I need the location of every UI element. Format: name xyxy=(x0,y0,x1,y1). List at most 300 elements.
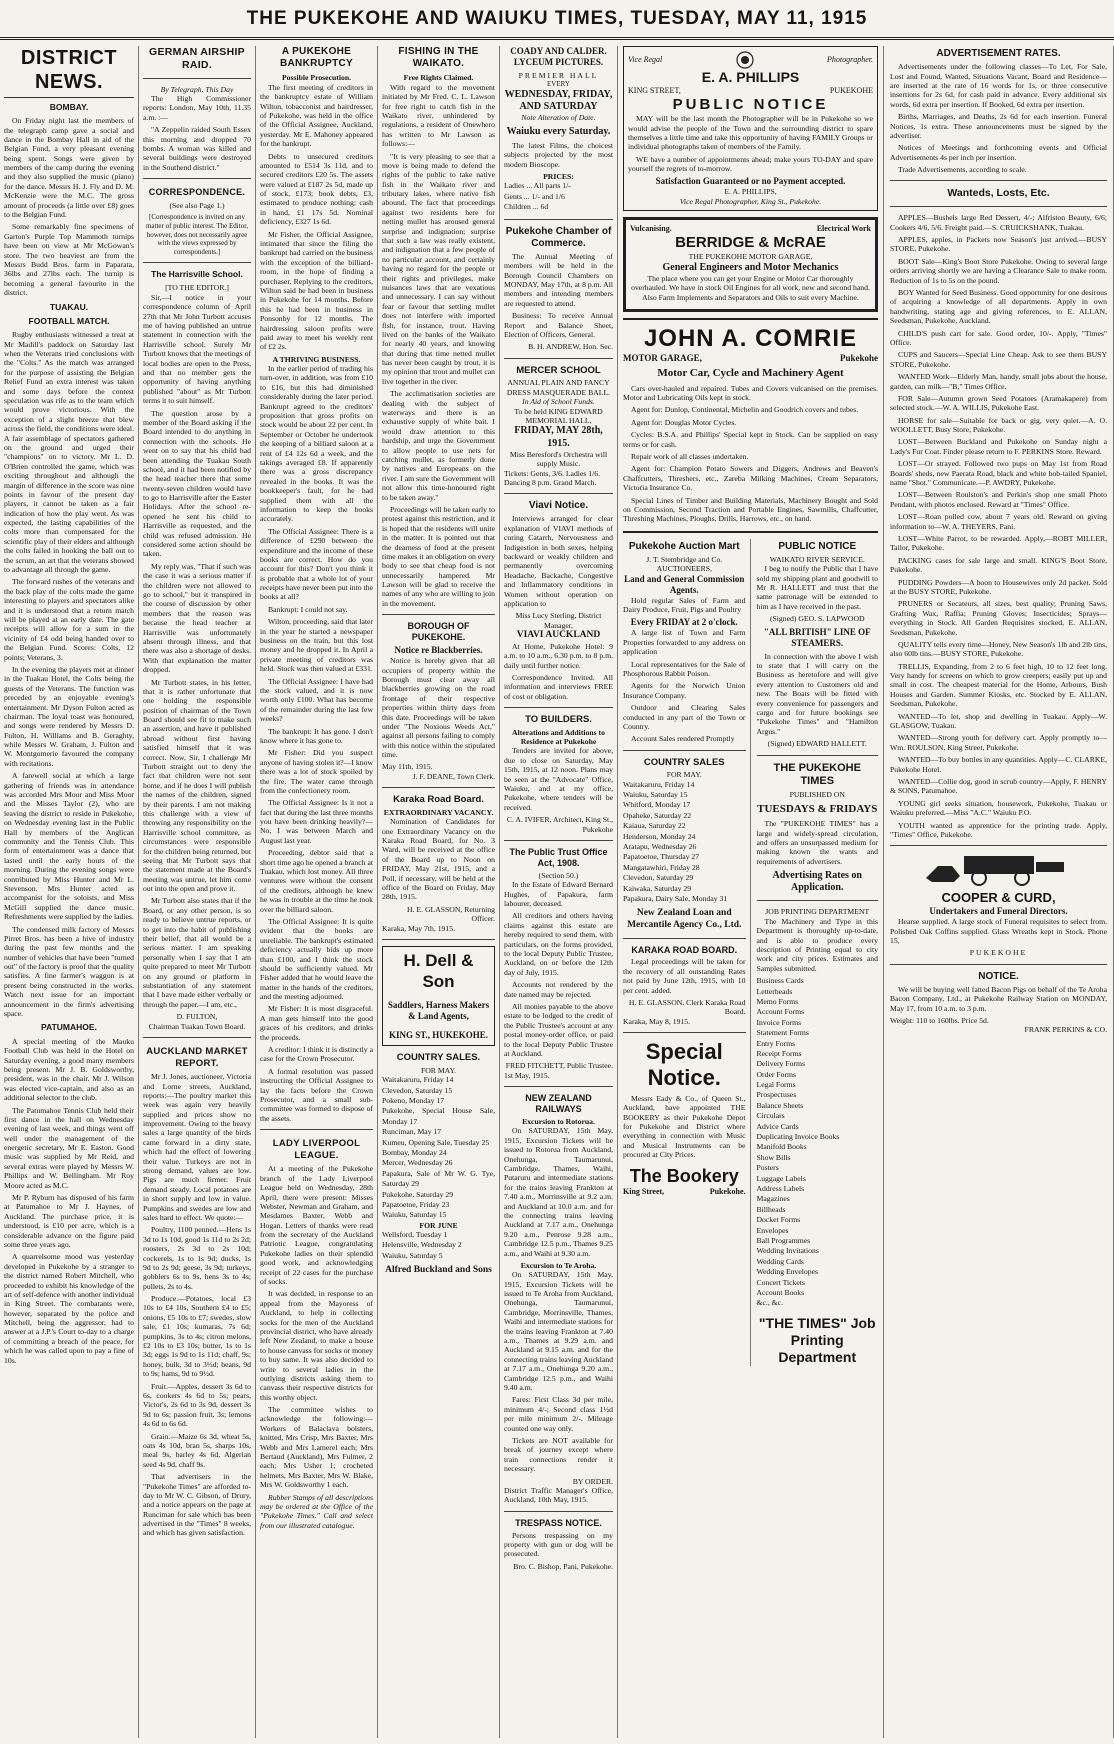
bankruptcy-text-5: The Official Assignee: There is a difference of £290 between the expenditure and the income of these books are correct. How do you account for this? Don't you think it is probable that a whole lot of your receipts have never been put into the books at all? xyxy=(260,526,373,602)
list-item: Wedding Invitations xyxy=(756,1246,819,1256)
comrie-name: JOHN A. COMRIE xyxy=(643,325,858,353)
bankruptcy-text-15: A creditor: I think it is distinctly a case for the Crown Prosecutor. xyxy=(260,1045,373,1064)
phillips-vice: Vice Regal xyxy=(628,55,663,65)
auction-every: Every FRIDAY at 2 o'clock. xyxy=(630,617,738,628)
trespass-heading: TRESPASS NOTICE. xyxy=(515,1517,602,1528)
list-item: Henderson, Monday 24 xyxy=(623,831,696,841)
dell-advert xyxy=(382,946,495,1046)
phillips-name: E. A. PHILLIPS xyxy=(701,69,800,85)
karaka-rates-text: Legal proceedings will be taken for the recovery of all outstanding Rates not paid by June 12th, 1915, with 10 per cent. added. xyxy=(623,957,746,995)
classified-ad: APPLES, apples, in Packets now Season's just arrived.—BUSY STORE, Pukekohe. xyxy=(890,235,1107,254)
bombay-text: On Friday night last the members of the telegraph camp gave a social and dance in the Bombay Hall in aid of the Belgian Fund, a very pleasant evening being spent. Songs were given by members of the camp during the evening and they also supplied the music (piano) for the dance. Messrs H. J. Fly and D. M. McKenzie were the M.C. The gross amount of proceeds (a little over £8) goes to the Belgian Fund. xyxy=(4,116,134,220)
trust-text-3: Accounts not rendered by the date named may be rejected. xyxy=(504,980,613,999)
market-fruit: Fruit.—Apples, dessert 3s 6d to 6s, cookers 4s 6d to 5s; pears, Victor's, 2s 6d to 3s 9d, dessert 3s 9d to 6s; passion fruit, 3s; lemons 4s 6d to 6s 6d. xyxy=(143,1381,251,1429)
phillips-sign: E. A. PHILLIPS, xyxy=(724,187,777,197)
list-item: Whitford, Monday 17 xyxy=(623,800,691,810)
list-item: Waitakaruru, Friday 14 xyxy=(382,1075,454,1085)
country-sales-for: FOR MAY. xyxy=(420,1065,457,1075)
auction-sales-list xyxy=(623,780,746,905)
auction-text-3: Local representatives for the Sale of Phosphorous Rabbit Poison. xyxy=(623,659,746,678)
chamber-heading: Pukekohe Chamber of Commerce. xyxy=(505,225,612,249)
classified-ad: YOUTH wanted as apprentice for the printing trade. Apply, "Times" Office, Pukekohe. xyxy=(890,820,1107,839)
list-item: Children ... 6d xyxy=(504,202,549,212)
auction-text-1: Hold regular Sales of Farm and Dairy Produce, Fruit, Pigs and Poultry xyxy=(623,595,746,615)
auction-heading: Pukekohe Auction Mart xyxy=(628,540,740,552)
auction-text-4: Agents for the Norwich Union Insurance Company. xyxy=(623,681,746,700)
list-item: Waiuku, Saturday 5 xyxy=(382,1250,443,1260)
list-item: Balance Sheets xyxy=(756,1100,804,1110)
airship-byline: By Telegraph, This Day xyxy=(160,84,234,94)
football-text: Rugby enthusiasts witnessed a treat at Mr Madill's paddock on Saturday last when the Veterans tried conclusions with the "Colts." As the match was arranged for the purpose of assisting the Belgian Relief Fund an extra interest was taken and some days before the contest speculation was rife as to the team which would prove victorious. With the exception of a slight breeze that blew across the field, the conditions were ideal. A fair assemblage of spectators gathered on the ground and urged their "champions" on to victory. Mr L. D. O'Brien controlled the game, which was exciting throughout and although the margin of difference in the score was nine points in favour of the present day players, it cannot be taken as a fair indication of how the play went. As was expected, the lasting capabilities of the colts more than compensated for the scientific play of their elders and although the colts failed in hooking the ball out to the scrum, an art that the veterans showed to advantage all through the game. xyxy=(4,330,134,575)
phillips-top xyxy=(628,51,873,69)
country-sales-june-list xyxy=(382,1230,495,1261)
fishing-sub: Free Rights Claimed. xyxy=(403,73,474,83)
coady-heading: COADY AND CALDER. LYCEUM PICTURES. xyxy=(510,46,607,67)
classified-ad: LOST—Or strayed. Followed two pups on May 1st from Road Boards' sheds, new Paerata Road, black and white bob-tailed Spaniel, name "Shot." Communicate.—P. AWDRY, Pukekohe. xyxy=(890,459,1107,488)
evening-text: In the evening the players met at dinner in the Tuakau Hotel, the Colts being the guests of the Veterans. The function was preceded by an enjoyable evening's entertainment. Mr Dyson Fulton acted as chairman. The loyal toast was honoured, and songs were rendered by Messrs D. Fulton, H. Williams and B. Geraghty, while Messrs W. Graham, J. Fulton and W. Montgomerie favoured the company with recitations. xyxy=(4,664,134,768)
alfred-buckland: Alfred Buckland and Sons xyxy=(385,1265,492,1276)
aroha-office: District Traffic Manager's Office, Auckland, 10th May, 1915. xyxy=(504,1485,613,1505)
berridge-advert xyxy=(623,217,878,312)
times-rates: Advertising Rates on Application. xyxy=(772,870,862,894)
builders-sign: C. A. IVIFER, Architect, King St., Pukekohe xyxy=(506,815,613,834)
farewell-text: A farewell social at which a large gathering of friends was in attendance was accorded Mrs Moor and Miss Moor and the Misses Taylor (2), who are leaving the district to reside in Pukekohe, on Wednesday evening last in the Public Hall by members of the Anglican community and the Tennis Club. This form of entertainment was a dance that lasted until the early hours of the morning. During the evening songs were contributed by Miss Hunter and Mr L. Stevenson. Mrs Hunter acted as accompanist for the soloists, and Miss McGill supplied the dance music. Refreshments were supplied by the ladies. xyxy=(4,771,134,922)
mercer-aid: In Aid of School Funds. xyxy=(522,397,595,407)
mercer-heading: MERCER SCHOOL xyxy=(516,364,601,376)
phillips-text-2: WE have a number of appointments ahead; make yours TO-DAY and spare yourself the regrets of to-morrow. xyxy=(628,154,873,174)
lady-liverpool-heading: LADY LIVERPOOL LEAGUE. xyxy=(272,1138,361,1161)
trust-date: 1st May, 1915. xyxy=(504,1070,550,1080)
phillips-notice: PUBLIC NOTICE xyxy=(672,95,829,113)
public-notice-sub: WAIKATO RIVER SERVICE. xyxy=(769,554,865,564)
auction-text-6: Account Sales rendered Promptly xyxy=(631,734,735,744)
nzl-heading: New Zealand Loan and Mercantile Agency Co., Ltd. xyxy=(627,908,742,930)
aroha-text: On SATURDAY, 15th May, 1915, Excursion Tickets will be issued to Te Aroha from Auckland, Onehunga, Taumarunui, Cambridge, Morrinsville, Thames, Waihi and intermediate stations for the trains leaving Frankton at 7.40 a.m., Thames at 9.29 a.m. and Auckland at 9.15 a.m. and for the connecting trains leaving Auckland at 7.17 a.m., Onehunga 9.20 a.m., Cambridge 12.5 p.m., and Waihi 9.40 a.m. xyxy=(504,1270,613,1392)
bacon-notice-weight: Weight: 110 to 160lbs. Price 5d. xyxy=(890,1016,989,1026)
airship-heading: GERMAN AIRSHIP RAID. xyxy=(149,46,245,71)
classified-ad: WANTED Work—Elderly Man, handy, small jobs about the house, garden, can milk—"B," Times Office. xyxy=(890,372,1107,391)
auction-text-2: A large list of Town and Farm Properties forwarded to any address on application xyxy=(623,628,746,657)
classified-list xyxy=(890,213,1107,839)
bankruptcy-text-1: The first meeting of creditors in the bankruptcy estate of William Wilton, tobacconist and hairdresser, of Pukekohe, was held in the office of the Official Assignee, Auckland, yesterday. Mr E. Mahoney appeared for the bankrupt. xyxy=(260,82,373,149)
bacon-notice-sign: FRANK PERKINS & CO. xyxy=(1024,1025,1107,1035)
public-notice-text-2: In connection with the above I wish to state that I will carry on the Business as heretofore and will give every attention to Customers old and new. The Boats will be fitted with every convenience for passengers and cargo and for future bookings see "Pukekohe Times" and "Hamilton Argus." xyxy=(756,651,878,736)
fishing-heading: FISHING IN THE WAIKATO. xyxy=(398,46,479,70)
berridge-electrical: Electrical Work xyxy=(816,224,871,234)
rates-heading: ADVERTISEMENT RATES. xyxy=(936,48,1061,59)
classified-ad: LOST—White Parrot, to be rewarded. Apply,—ROBT MILLER, Tailor, Pukekohe. xyxy=(890,534,1107,553)
karaka-vacancy-text: Nomination of Candidates for one Extraordinary Vacancy on the Karaka Road Board, for No. 3 Ward, will be received at the office of the Board up to Noon on FRIDAY, May 21st, 1915, and a Poll, if necessary, will be held at the office of the Board on Friday, May 28th, 1915. xyxy=(382,817,495,902)
berridge-vulcanising: Vulcanising. xyxy=(630,224,672,234)
list-item: Address Labels xyxy=(756,1183,805,1193)
coady-every: EVERY xyxy=(547,80,570,89)
list-item: Clevedon, Saturday 29 xyxy=(623,873,694,883)
trust-sub: (Section 50.) xyxy=(538,870,579,880)
bookery-row xyxy=(623,1187,746,1197)
builders-text: Tenders are invited for above, due to close on Saturday, May 15th, 1915, at 12 noon. Plans may be seen at the "Advocate" Office, Waiuku, and at my office, Pukekohe, where tenders will be received. xyxy=(504,746,613,812)
lower-split xyxy=(623,539,878,1366)
patumahoe-heading: PATUMAHOE. xyxy=(41,1022,97,1033)
bankruptcy-text-11: The Official Assignee: Is it not a fact that during the last three months you have been drinking heavily?—No, I was between March and August last year. xyxy=(260,798,373,845)
patumahoe-text-3: Mr P. Ryburn has disposed of his farm at Patumahoe to Mr J. Haynes, of Auckland. The purchase price, it is understood, is £10 per acre, which is a considerable advance on the figure paid some three years ago. xyxy=(4,1193,134,1249)
list-item: Papakura, Dairy Sale, Monday 31 xyxy=(623,893,728,903)
classified-ad: TRELLIS, Expanding, from 2 to 6 feet high, 10 to 12 feet long. Very handy for screens on which to grow creepers; easily put up and small in cost. The cheapest material for the Home, Arbours, Bush Houses and Garden. Summer Kiosks, etc. Stocked by E. ALLAN, Seedsman, Pukekohe. xyxy=(890,661,1107,709)
karaka-rates-date: Karaka, May 8, 1915. xyxy=(623,1016,691,1026)
coady-days: WEDNESDAY, FRIDAY, AND SATURDAY xyxy=(504,88,613,113)
list-item: Show Bills xyxy=(756,1152,791,1162)
times-days: TUESDAYS & FRIDAYS xyxy=(757,802,878,815)
list-item: &c., &c. xyxy=(756,1298,783,1308)
trust-text: In the Estate of Edward Bernard Hughes, of Papakura, farm labourer, deceased. xyxy=(504,880,613,909)
special-notice-heading: Special Notice. xyxy=(645,1039,723,1090)
bankruptcy-sub: Possible Prosecution. xyxy=(281,73,352,83)
phillips-street: KING STREET, xyxy=(628,86,681,96)
hearse-carriage-icon xyxy=(924,852,1074,886)
classified-ad: LOST—Roan polled cow, about 7 years old. Reward on giving information to—W. A. THEYERS, Pani. xyxy=(890,512,1107,531)
list-item: Kaiaua, Saturday 22 xyxy=(623,821,686,831)
phillips-photographer: Photographer. xyxy=(827,55,873,65)
berridge-sub: General Engineers and Motor Mechanics xyxy=(662,261,839,273)
comrie-row xyxy=(623,353,878,364)
bankruptcy-text-4: In the earlier period of trading his turn-over, in addition, was from £10 to £16, but this had diminished considerably during the later period. Bankrupt agreed to the creditors' proposition that gross profits on stock would be about 22 per cent. In September or October he undertook the keeping of a billiard saloon at a rent of £4 12s 6d a week, and the takings averaged £8. If apparently there was a gross discrepancy revealed in the books. It was the bookkeeper's fault, for he had supplied them with all the information to keep the books accurately. xyxy=(260,364,373,524)
comrie-sub: Motor Car, Cycle and Machinery Agent xyxy=(657,367,844,380)
list-item: Letterheads xyxy=(756,986,793,996)
letter-signature-title: Chairman Tuakau Town Board. xyxy=(148,1021,246,1031)
list-item: Order Forms xyxy=(756,1069,796,1079)
phillips-footer: Vice Regal Photographer, King St., Pukekohe. xyxy=(679,196,822,206)
list-item: Docket Forms xyxy=(756,1215,801,1225)
letter-para-2: The question arose by a member of the Board asking if the Board intended to do anything in connection with the schools. He went on to say that his child had been attending the Tuakau South school, and it had been notified by the head teacher there that some twenty-seven children would have to go to Harrisville after the Easter Holidays. After the school re-opened he sent his child to Harrisville as requested, and the child was refused admission. He considered some action should be taken. xyxy=(143,408,251,559)
list-item: Duplicating Invoice Books xyxy=(756,1132,840,1142)
classified-ad: APPLES—Bushels large Red Dessert, 4/-; Alfriston Beauty, 6/6; Cookers 4/6, 5/6. Freight paid.—S. CRUICKSHANK, Tuakau. xyxy=(890,213,1107,232)
classified-ad: CHILD'S push cart for sale. Good order, 10/-. Apply, "Times" Office. xyxy=(890,328,1107,347)
country-sales-june: FOR JUNE xyxy=(419,1220,458,1230)
bankruptcy-text-13: The Official Assignee: It is quite evident that the books are unreliable. The bankrupt's estimated deficiency actually bids up more than £100, and I think the stock should be sufficiently valued. Mr Fisher added that he would leave the matter in the hands of the creditors, and the meeting adjourned. xyxy=(260,916,373,1002)
berridge-garage: THE PUKEKOHE MOTOR GARAGE, xyxy=(688,252,813,262)
bankruptcy-text-16: A formal resolution was passed instructing the Official Assignee to lay the facts before the Crown Prosecutor, and a small sub-committee was formed to dispose of the assets. xyxy=(260,1066,373,1123)
comrie-garage: MOTOR GARAGE, xyxy=(623,353,702,364)
borough-text: Notice is hereby given that all occupiers of property within the Borough must clear away all blackberries growing on the road frontage of their respective properties within thirty days from this date. Proceedings will be taken under "The Noxious Weeds Act," against all persons failing to comply with this notice within the stipulated time. xyxy=(382,656,495,760)
trust-sign: FRED FITCHETT, Public Trustee. xyxy=(505,1061,613,1071)
list-item: Entry Forms xyxy=(756,1038,796,1048)
coady-prices-list xyxy=(504,181,613,212)
advertisers-note: That advertisers in the "Pukekohe Times" are afforded to-day to Mr W. C. Gibson, of Drury, and a notice appears on the page at Runciman for sale which has been advertised in the "Times" 8 weeks, and which has given satisfaction. xyxy=(143,1472,251,1538)
lady-liverpool-text: At a meeting of the Pukekohe branch of the Lady Liverpool League held on Wednesday, 28th April, there were present: Misses Webster, Newman and Graham, and Mesdames Baxter, Webb and Hogan. Letters of thanks were read from the secretary of the Auckland Patriotic League, congratulating Pukekohe ladies on their splendid good work, and acknowledging receipt of 22 cases for the purchase of socks. xyxy=(260,1164,373,1287)
factory-text: The condensed milk factory of Messrs Pirret Bros. has been a hive of industry during the past few months and the number of vehicles that have been "turned out" of the factory is proof that the quality satisfies. A fine farmer's waggon is at present being constructed in the works. Watch next issue for an important announcement in the firm's advertising space. xyxy=(4,924,134,1019)
list-item: Mangatawhiri, Friday 28 xyxy=(623,862,700,872)
times-text: The "PUKEKOHE TIMES" has a large and widely-spread circulation, and offers an unsurpassed medium for making known the wants and requirements of advertisers. xyxy=(756,819,878,866)
special-notice-text: Messrs Eady & Co., of Queen St., Auckland, have appointed THE BOOKERY as their Pukekohe Depot for Pukekohe and District where everything in connection with Music and Musical Instruments can be procured at City Prices. xyxy=(623,1093,746,1160)
borough-sub: Notice re Blackberries. xyxy=(394,645,483,656)
mercer-date: FRIDAY, MAY 28th, 1915. xyxy=(514,425,603,449)
list-item: Bombay, Monday 24 xyxy=(382,1147,447,1157)
coady-desc: The latest Films, the choicest subjects projected by the most modern Bioscope. xyxy=(504,140,613,169)
list-item: Kumeu, Opening Sale, Tuesday 25 xyxy=(382,1137,490,1147)
list-item: Concert Tickets xyxy=(756,1277,805,1287)
auction-sales-for: FOR MAY. xyxy=(666,770,702,780)
list-item: Papakura, Sale of Mr W. G. Tye, Saturday 29 xyxy=(382,1168,495,1189)
coady-hall: PREMIER HALL xyxy=(518,70,599,80)
wanteds-heading: Wanteds, Losts, Etc. xyxy=(947,187,1050,200)
cooper-curd-name: COOPER & CURD, xyxy=(941,890,1056,906)
karaka-vacancy-sub: EXTRAORDINARY VACANCY. xyxy=(383,807,494,817)
football-heading: FOOTBALL MATCH. xyxy=(28,315,110,326)
trust-heading: The Public Trust Office Act, 1908. xyxy=(509,846,608,868)
letter-para-3: My reply was, "That if such was the case it was a serious matter if the children were not allowed to go to school," but it transpired in the course of discussion by other members that the reason was because the head teacher at Harrisville was unfortunately absent through illness, and that there was also a shortage of desks. With that explanation the matter dropped. xyxy=(143,561,251,675)
list-item: Kaiwaka, Saturday 29 xyxy=(623,883,692,893)
classified-ad: WANTED—Strong youth for delivery cart. Apply promptly to—Wm. ROULSON, King Street, Pukekohe. xyxy=(890,733,1107,752)
classified-ad: PACKING cases for sale large and small. KING'S Boot Store, Pukekohe. xyxy=(890,555,1107,575)
market-grain: Grain.—Maize 6s 3d, wheat 5s, oats 4s 10d, bran 5s, sharps 10s, meal 9s, barley 4s 6d, Algerian seed 4s 9d, chaff 9s. xyxy=(143,1431,251,1469)
list-item: Pokeno, Monday 17 xyxy=(382,1096,445,1106)
bankruptcy-text-7: Wilton, proceeding, said that later in the year he started a newspaper business on the train, but this lost money and he dropped it. In April a private meeting of creditors was held. Stock was then valued at £331. xyxy=(260,617,373,674)
times-sub: PUBLISHED ON xyxy=(789,790,845,800)
job-text: The Machinery and Type in this Department is thoroughly up-to-date, and is able to produce every description of Printing equal to city work and city prices. Estimates and Samples submitted. xyxy=(756,916,878,973)
bacon-notice-text: We will be buying well fatted Bacon Pigs on behalf of the Te Aroha Bacon Company, Ltd., at Pukekohe Railway Station on MONDAY, May 17, from 10 a.m. to 3 p.m. xyxy=(890,984,1107,1013)
classified-ad: CUPS and Saucers—Special Line Cheap. Ask to see them BUSY STORE, Pukekohe. xyxy=(890,350,1107,369)
job-heading: JOB PRINTING DEPARTMENT xyxy=(765,907,870,917)
letter-para-4: Mr Turbott states, in his letter, that it is rather unfortunate that one holding the responsible position of chairman of the Town Board should see fit to make such an assertion, and have it published abroad without first having satisfied himself that it was correct. Now, Sir, I challenge Mr Turbott straight out to deny the fact that children were not sent home, and if he does I will publish the names of the children, signed by their parents. I am not making this challenge with a view of throwing any responsibility on the Harrisville school committee, as circumstances were responsible for the children being returned, but seeing that Mr Turbott says that the statement made at the Board's meeting was untrue, let him come out into the open and prove it. xyxy=(143,677,251,894)
public-notice-text: I beg to notify the Public that I have sold my shipping plant and goodwill to Mr R. HALLETT and trust that the same patronage will be extended to him as I have received in the past. xyxy=(756,564,878,611)
viavi-heading: Viavi Notice. xyxy=(528,500,589,512)
public-notice-heading: PUBLIC NOTICE xyxy=(778,540,857,552)
borough-date: May 11th, 1915. xyxy=(382,762,433,772)
phillips-guarantee: Satisfaction Guaranteed or no Payment accepted. xyxy=(655,176,846,187)
bankruptcy-text-14: Mr Fisher: It is most disgraceful. A man gets himself into the good graces of his creditors, and drinks the proceeds. xyxy=(260,1004,373,1042)
correspondence-heading: CORRESPONDENCE. xyxy=(148,187,246,198)
rates-births: Births, Marriages, and Deaths, 2s 6d for each insertion. Funeral Notices, 1s extra. These announcements must be signed by the advertiser. xyxy=(890,112,1107,140)
railways-text: On SATURDAY, 15th May, 1915, Excursion Tickets will be issued to Rotorua from Auckland, Onehunga, Taumarunui, Cambridge, Thames, Waihi, Putaruru and intermediate stations for the trains leaving Frankton at 7.40 a.m., Morrinsville at 9.2 a.m. and Auckland at 10.0 a.m. and for the connecting trains leaving Auckland at 7.17 a.m., Onehunga 9.20 a.m., Penrose 9.28 a.m., Cambridge 12.5 p.m., Thames 9.25 a.m., and Waihi at 9.30 a.m. xyxy=(504,1126,613,1258)
trust-text-2: All creditors and others having claims against this estate are hereby required to send them, with particulars, on the forms provided, to the local Deputy Public Trustee, Auckland, on or before the 12th day of July, 1915. xyxy=(504,911,613,977)
list-item: Waiuku, Saturday 15 xyxy=(623,790,688,800)
camera-icon xyxy=(734,51,756,69)
berridge-text: The place where you can get your Engine or Motor Car thoroughly overhauled. We have in stock Oil Engines for all work, new and second hand. Also Farm Implements and Separators and Oils to suit every Machine. xyxy=(631,273,870,302)
viavi-company: VIAVI AUCKLAND xyxy=(516,630,601,641)
correspondence-note: [Correspondence is invited on any matter of public interest. The Editor, however, does not necessarily agree with the views expressed by correspondents.] xyxy=(145,213,249,256)
mercer-held: To be held KING EDWARD MEMORIAL HALL, xyxy=(514,406,603,425)
list-item: Circulars xyxy=(756,1111,785,1121)
viavi-name: Miss Lucy Sterling, District Manager, xyxy=(515,611,602,630)
chamber-business: Business: To receive Annual Report and Balance Sheet, Election of Officers, General. xyxy=(504,311,613,340)
classified-ad: PUDDING Powders—A boon to Housewives only 2d packet. Sold at the BUSY STORE, Pukekohe. xyxy=(890,577,1107,596)
list-item: Receipt Forms xyxy=(756,1048,802,1058)
column-classified xyxy=(884,46,1114,1738)
list-item: Account Books xyxy=(756,1287,805,1297)
rates-text: Advertisements under the following classes—To Let, For Sale, Lost and Found, Wanted, Situations Vacant, Board and Residence—are inserted at the rate of 16 words for 1s, or three consecutive insertions for 2s 6d, for cash paid in advance. Every additional six words, 6d extra per insertion. If Booked, 6d extra per insertion. xyxy=(890,62,1107,109)
classified-ad: YOUNG girl seeks situation, housework, Pukekohe, Tuakau or Waiuku preferred.—Miss "A.C." Waiuku P.O. xyxy=(890,798,1107,818)
classified-ad: BOOT Sale—King's Boot Store Pukekohe. Owing to several large orders arriving shortly we are having a Clearance Sale to make room. Reduction of 1s to 5s on the pound. xyxy=(890,256,1107,285)
coady-waiuku: Waiuku every Saturday. xyxy=(506,125,611,137)
bookery-town: Pukekohe. xyxy=(709,1187,746,1197)
list-item: Legal Forms xyxy=(756,1080,796,1090)
aroha-order: BY ORDER. xyxy=(572,1476,613,1486)
phillips-advert xyxy=(623,46,878,211)
list-item: Account Forms xyxy=(756,1007,805,1017)
list-item: Aratapu, Wednesday 26 xyxy=(623,842,697,851)
classified-ad: FOR Sale—Autumn grown Seed Potatoes (Aramakapere) from selected stock.—W. A. WILLIS, Pukekohe East. xyxy=(890,393,1107,413)
auction-text-5: Outdoor and Clearing Sales conducted in any part of the Town or Country. xyxy=(623,703,746,731)
times-heading: THE PUKEKOHE TIMES xyxy=(773,761,861,787)
market-text: Mr J. Jones, auctioneer, Victoria and Lorne streets, Auckland, reports:—The poultry market this week was again very heavily supplied and prices show no improvement. Owing to the heavy sales a large quantity of the birds came forward in a dirty state, which had the effect of lowering their value. Turkeys are not in strong demand, values are low. Pigs are much firmer. Fruit demand steady. Local potatoes are in short supply and low in value. Pumpkins and swedes are low and sales hard to effect. We quote:— xyxy=(143,1072,251,1222)
comrie-text-6: Agent for: Champion Potato Sowers and Diggers, Andrews and Beaven's Chaffcutters, Threshers, etc., Zareba Milking Machines, Cream Separators, Victoria Insurance Co. xyxy=(623,464,878,493)
list-item: Pukekohe, Saturday 29 xyxy=(382,1189,454,1199)
list-item: Memo Forms xyxy=(756,996,799,1006)
list-item: Magazines xyxy=(756,1194,790,1204)
classified-ad: HORSE for sale—Suitable for back or gig, very quiet.—A. O. WOOLLETT, Busy Store, Pukekohe. xyxy=(890,415,1107,435)
list-item: Business Cards xyxy=(756,976,804,986)
trespass-text: Persons trespassing on my property with gun or dog will be prosecuted. xyxy=(504,1530,613,1559)
airship-dateline: The High Commissioner reports: London, May 10th, 11.35 a.m. :— xyxy=(143,93,251,122)
football-text-2: The forward rushes of the veterans and the back play of the colts made the game interesting to players and spectators alike and it is understood that a return match will be played at an early date. The gate receipts will allow for a sum in the vicinity of £4 odd being handed over to the Belgian Fund. Scores: Colts, 12 points; Veterans, 3. xyxy=(4,577,134,662)
mercer-sub: ANNUAL PLAIN AND FANCY DRESS MASQUERADE BALL. xyxy=(506,378,611,397)
list-item: Statement Forms xyxy=(756,1028,809,1038)
correspondence-see: (See also Page 1.) xyxy=(169,201,225,211)
classified-ad: WANTED—Collie dog, good in scrub country—Apply, F. HENRY & SONS, Patumahoe. xyxy=(890,776,1107,796)
list-item: Waitakaruru, Friday 14 xyxy=(623,779,695,789)
auction-sub: Land and General Commission Agents. xyxy=(624,573,745,595)
list-item: Waiuku, Saturday 15 xyxy=(382,1210,447,1220)
mercer-orchestra: Miss Beresford's Orchestra will supply Music. xyxy=(509,449,608,469)
comrie-text-2: Agent for: Dunlop, Continental, Michelin and Goodrich covers and tubes. xyxy=(631,405,859,415)
borough-sign: J. F. DEANE, Town Clerk. xyxy=(412,771,495,781)
list-item: Manifold Books xyxy=(756,1142,807,1152)
trust-text-4: All monies payable to the above estate to be lodged to the credit of the Public Trustee's account at any postal money-order office, or paid to the local Deputy Public Trustee at Auckland. xyxy=(504,1001,613,1058)
karaka-rates-heading: KARAKA ROAD BOARD. xyxy=(631,944,738,955)
classified-ad: PRUNERS or Secateurs, all sizes, best quality; Pruning Saws, Grafting Wax, Raffia; Pruning Gloves; Insecticides; Sprays—everything in Stock. All Garden Requisites stocked, E. ALLAN, Seedsman, Pukekohe. xyxy=(890,599,1107,637)
bankruptcy-text-3: Mr Fisher, the Official Assignee, intimated that since the filing the bankrupt had carried on the business with the exception of the billiard-room, in the hope of finding a purchaser. Replying to the creditors, Wilton said he had been in business in Pukekohe for 14 months. Before this he had been in business in Ponsonby for 12 months. The hairdressing saloon profits were paid away to meet his weekly rent of £2 2s. xyxy=(260,229,373,352)
coady-note: Note Alteration of Date. xyxy=(521,113,596,123)
comrie-advert xyxy=(623,318,878,533)
list-item: Runciman, May 17 xyxy=(382,1127,442,1137)
builders-sub: Alterations and Additions to Residence at Pukekohe xyxy=(512,727,605,747)
viavi-corr: Correspondence Invited. All information and interviews FREE of cost or obligation. xyxy=(504,672,613,701)
phillips-text: MAY will be the last month the Photographer will be in Pukekohe so we would advise the people of the Town and the surrounding district to spare themselves a little time and take this opportunity of having FAMILY Groups or individual photographs taken of members of the Family. xyxy=(628,114,873,152)
list-item: Billheads xyxy=(756,1204,786,1214)
fishing-text-2: "It is very pleasing to see that a move is being made to defend the rights of the public to take native fish in the Waikato river and tributary lakes, where native fish abound. The fact that proceedings against two residents here for netting mullet has aroused general surprise and indignation; surprise that such a law was really existent, and indignation that a few people of no particular account, and certainly having no regard for the people or their rights and privileges, make nuisances laws that are vexatious and unnecessary. I can say without fear or favour that settling mullet does not interfere with imported fish, for instance, trout. Having lived on the banks of the Waikato for nearly 40 years, and knowing that during that time netted mullet has never been caught by trout, it is my opinion that trout and mullet can live together in the river. xyxy=(382,151,495,386)
public-notice-column xyxy=(757,539,879,1366)
bankruptcy-text-6: Bankrupt: I could not say. xyxy=(268,604,348,614)
berridge-name: BERRIDGE & McRAE xyxy=(675,233,826,251)
list-item: Posters xyxy=(756,1163,779,1173)
phillips-street-row xyxy=(628,86,873,96)
classified-ad: LOST—Between Roulston's and Perkin's shop one small Photo Pendant, with photos enclosed. Reward at "Times" Office. xyxy=(890,490,1107,509)
district-news-heading: DISTRICT NEWS. xyxy=(4,46,134,98)
lady-liverpool-text-2: It was decided, in response to an appeal from the Mayoress of Auckland, to help in collecting socks for the men of the Auckland provincial district, who have already left New Zealand, to make a house to house canvass for socks or money to buy same. It was also decided to write to several ladies in the outlying districts asking them to canvass their respective districts for this worthy object. xyxy=(260,1289,373,1402)
list-item: Delivery Forms xyxy=(756,1059,805,1069)
karaka-vacancy-date: Karaka, May 7th, 1915. xyxy=(382,923,456,933)
bankruptcy-text-12: Proceeding, debtor said that a short time ago he opened a branch at Tuakau, which lost money. All three ventures were without the consent of the creditors, although he knew he was in trouble at the time he took over the billiard saloon. xyxy=(260,848,373,914)
public-notice-line: "ALL BRITISH" LINE OF STEAMERS. xyxy=(763,626,871,648)
masthead-title: THE PUKEKOHE AND WAIUKU TIMES, TUESDAY, MAY 11, 1915 xyxy=(246,8,868,29)
list-item: Papatoetoe, Thursday 27 xyxy=(623,852,700,862)
bankruptcy-text-9: The bankrupt: It has gone. I don't know where it has gone to. xyxy=(260,726,373,745)
classified-ad: QUALITY tells every time—Honey, New Season's 1lb and 2lb tins, also 60lb tins.—BUSY STORE, Pukekohe. xyxy=(890,639,1107,659)
list-item: Ball Programmes xyxy=(756,1235,811,1245)
job-list xyxy=(757,976,879,1309)
list-item: Papatoetoe, Friday 23 xyxy=(382,1199,450,1209)
karaka-vacancy-heading: Karaka Road Board. xyxy=(393,794,484,806)
quarrel-text: A quarrelsome mood was yesterday developed in Pukekohe by a stranger to the district named Robert Mitchell, who proceeded to exhibit his knowledge of the art of self-defence with another individual in King Street. The combatants were, however, separated by the police and Mitchell, being the aggressor, had to answer at a J.P.'s Court to-day to a charge of committing a breach of the peace, for which he was called upon to pay a fine of 10s. xyxy=(4,1252,134,1365)
rates-notices: Notices of Meetings and forthcoming events and Official Advertisements 4s per inch per insertion. xyxy=(890,143,1107,162)
bankruptcy-text-10: Mr Fisher: Did you suspect anyone of having stolen it?—I know there was a lot of stock spoiled by the fire. The water came through from the confectionery room. xyxy=(260,748,373,795)
bookery-street: King Street, xyxy=(623,1187,665,1197)
comrie-text-3: Agent for: Douglas Motor Cycles. xyxy=(631,417,737,427)
mercer-dancing: Dancing 8 p.m. Grand March. xyxy=(504,477,597,487)
comrie-text-4: Cycles: B.S.A. and Phillips' Special kept in Stock. Can be supplied on easy terms or for cash. xyxy=(623,430,878,449)
patumahoe-text: A special meeting of the Mauku Football Club was held in the Hotel on Saturday evening, a good many members being present. Mr J. B. Goldsworthy, president, was in the chair. Mr J. Wilson was elected vice-captain, and also as an additional selector to the club. xyxy=(4,1036,134,1103)
auction-sales-heading: COUNTRY SALES xyxy=(643,756,725,768)
auction-names: J. T. Stembridge and Co. xyxy=(646,554,723,564)
aroha-tickets: Tickets are NOT available for break of journey except where train connections render it necessary. xyxy=(504,1435,613,1474)
comrie-text-5: Repair work of all classes undertaken. xyxy=(631,452,749,461)
column-fishing xyxy=(378,46,500,1738)
dell-line-2: KING ST., HUKEKOHE. xyxy=(388,1030,489,1041)
list-item: Wedding Envelopes xyxy=(756,1267,819,1277)
karaka-vacancy-sign: H. E. GLASSON, Returning Officer. xyxy=(407,904,495,924)
phillips-town: PUKEKOHE xyxy=(829,86,873,96)
patumahoe-text-2: The Patumahoe Tennis Club held their first dance in the hall on Wednesday evening of last week, and things went off well under the management of the energetic secretary, Mr E. Easton. Good music was supplied by Mr Reid, and several extras were played by Messrs W. Phillips and W. Bellingham. Mr Roy Moore acted as M.C. xyxy=(4,1105,134,1190)
list-item: Ladies ... All parts 1/- xyxy=(504,181,571,191)
cooper-curd-text: Hearse supplied. A large stock of Funeral requisites to select from. Polished Oak Coffins supplied. Glass Wreaths kept in Stock. Phone 15, xyxy=(890,917,1107,945)
bankruptcy-text-2: Debts to unsecured creditors amounted to £514 3s 11d, and to secured creditors £20 5s. The assets were valued at £187 2s 5d, made up of stock, £173; book debts, £3, estimated to produce nothing; cash in hand, £1 17s 5d. Nominal deficiency, £327 1s 6d. xyxy=(260,151,373,227)
market-poultry: Poultry, 1100 penned.—Hens 1s 3d to 1s 10d, good 1s 11d to 2s 2d; roosters, 2s 3d to 2s 10d; cockerels, 1s to 1s 9d; ducks, 1s 9d to 2s 9d; geese, 3s 9d; turkeys, gobblers 6s to 9s, hens 3s to 4s; pullets, 2s to 4s. xyxy=(143,1225,251,1291)
chamber-text: The Annual Meeting of members will be held in the Borough Council Chambers on MONDAY, May 17th, at 8 p.m. All members and intending members are requested to attend. xyxy=(504,251,613,308)
cooper-curd-town: PUKEKOHE xyxy=(969,948,1028,958)
comrie-town: Pukekohe xyxy=(839,353,878,364)
karaka-rates-sign: H. E. GLASSON, Clerk Karaka Road Board. xyxy=(628,998,746,1017)
classified-ad: WANTED—To let, shop and dwelling in Tuakau. Apply—W. GLASGOW, Tuakau. xyxy=(890,711,1107,731)
list-item: Pukekohe, Special House Sale, Monday 17 xyxy=(382,1106,495,1126)
list-item: Gents ... 1/- and 1/6 xyxy=(504,191,565,201)
viavi-text: Interviews arranged for clear explanation of VIAVI methods of curing Catarrh, Nervousness and Indigestion in both sexes, helping backward or weakly children and permanently overcoming Headache, Backache, Congestive and Inflammatory conditions in Women without operation on application to xyxy=(504,514,613,608)
comrie-text-7: Special Lines of Timber and Building Materials, Machinery Bought and Sold on Commission, Second Traction and Portable Engines, Sawmills, Chaffcutter, Threshing Machines, Ploughs, Drills, Harrows, etc., on hand. xyxy=(623,495,878,524)
coady-prices: PRICES: xyxy=(543,171,574,181)
column-bankruptcy xyxy=(256,46,378,1738)
dell-name: H. Dell & Son xyxy=(403,950,474,991)
masthead xyxy=(0,0,1114,40)
list-item: Wedding Cards xyxy=(756,1256,804,1266)
bombay-heading: BOMBAY. xyxy=(49,101,89,112)
bankruptcy-heading: A PUKEKOHE BANKRUPTCY xyxy=(280,46,353,70)
classified-ad: LOST—Between Buckland and Pukekohe on Sunday night a Lady's Fur Coat. Finder please return to F. PERKINS Store. Reward. xyxy=(890,437,1107,456)
chamber-sign: B. H. ANDREW, Hon. Sec. xyxy=(528,342,613,352)
column-district-news xyxy=(0,46,139,1738)
bombay-text-2: Some remarkably fine specimens of Garton's Purple Top Mammoth turnips have been on view at Mr McGowan's store. The two heaviest are from the Messrs Budd Bros. farm in Paparata, 36lbs and 27lbs each. The turnip is becoming a general favourite in the district. xyxy=(4,222,134,298)
list-item: Helensville, Wednesday 2 xyxy=(382,1240,462,1250)
borough-heading: BOROUGH OF PUKEKOHE. xyxy=(407,621,470,643)
railways-sub: Excursion to Rotorua. xyxy=(522,1117,595,1127)
auction-column xyxy=(623,539,751,1366)
mercer-tickets: Tickets: Gents, 3/6. Ladies 1/6. xyxy=(504,468,601,478)
column-airship xyxy=(139,46,256,1738)
letter-signature: D. FULTON, xyxy=(176,1012,218,1022)
thriving-heading: A THRIVING BUSINESS. xyxy=(272,354,361,364)
aroha-sub: Excursion to Te Aroha. xyxy=(520,1260,597,1270)
bookery-name: The Bookery xyxy=(629,1165,739,1186)
classified-ad: BOY Wanted for Seed Business. Good opportunity for one desirous of acquiring a knowledge of all departments. Apply in own handwriting, stating age and giving references, to E. ALLAN, Seedsman, Pukekohe, Auckland. xyxy=(890,288,1107,326)
public-notice-sign-2: (Signed) EDWARD HALLETT. xyxy=(767,739,867,749)
list-item: Advice Cards xyxy=(756,1121,799,1131)
trespass-sign: Bro. C. Bishop, Pani, Pukekohe. xyxy=(513,1561,613,1571)
letter-para-1: Sir,—I notice in your correspondence column of April 27th that Mr John Turbott accuses me of having published an untrue statement in connection with the Harrisville school. Surely Mr Turbott knows that the meetings of local bodies are open to the Press, and that no member gets the opportunity of having anything published "about" as Mr Turbott terms it to suit himself. xyxy=(143,292,251,406)
letter-para-5: Mr Turbott also states that if the Board, or any other person, is so ready to believe untrue reports, or to get into the habit of publishing their belief, that all would be a serious matter. I am speaking personally when I say that I am quite prepared to meet Mr Turbott on any ground or platform in substantiation of any statement that I have made either verbally or through the paper.—I am, etc., xyxy=(143,896,251,1009)
airship-text: "A Zeppelin raided South Essex this morning and dropped 70 bombs. A woman was killed and several buildings were destroyed in the Southend district." xyxy=(143,125,251,172)
country-sales-list xyxy=(382,1075,495,1220)
berridge-top xyxy=(630,224,871,234)
market-produce: Produce.—Potatoes, local £3 10s to £4 10s, Southern £4 to £5; onions, £5 10s to £7; swedes, slow sale, £1 10s; kumaras, 7s 6d; pumpkins, 3s to 4s; citron melons, £2 10s to £3 10s; butter, 1s to 1s 3d; eggs 1s 9d to 1s 11d; chaff, 9s; honey, bulk, 3d to 3½d; beans, 9d to 9s; hams, 9d to 9½d. xyxy=(143,1294,251,1379)
column-coady xyxy=(500,46,618,1738)
public-notice-sign: (Signed) GEO. S. LAPWOOD xyxy=(769,614,865,624)
